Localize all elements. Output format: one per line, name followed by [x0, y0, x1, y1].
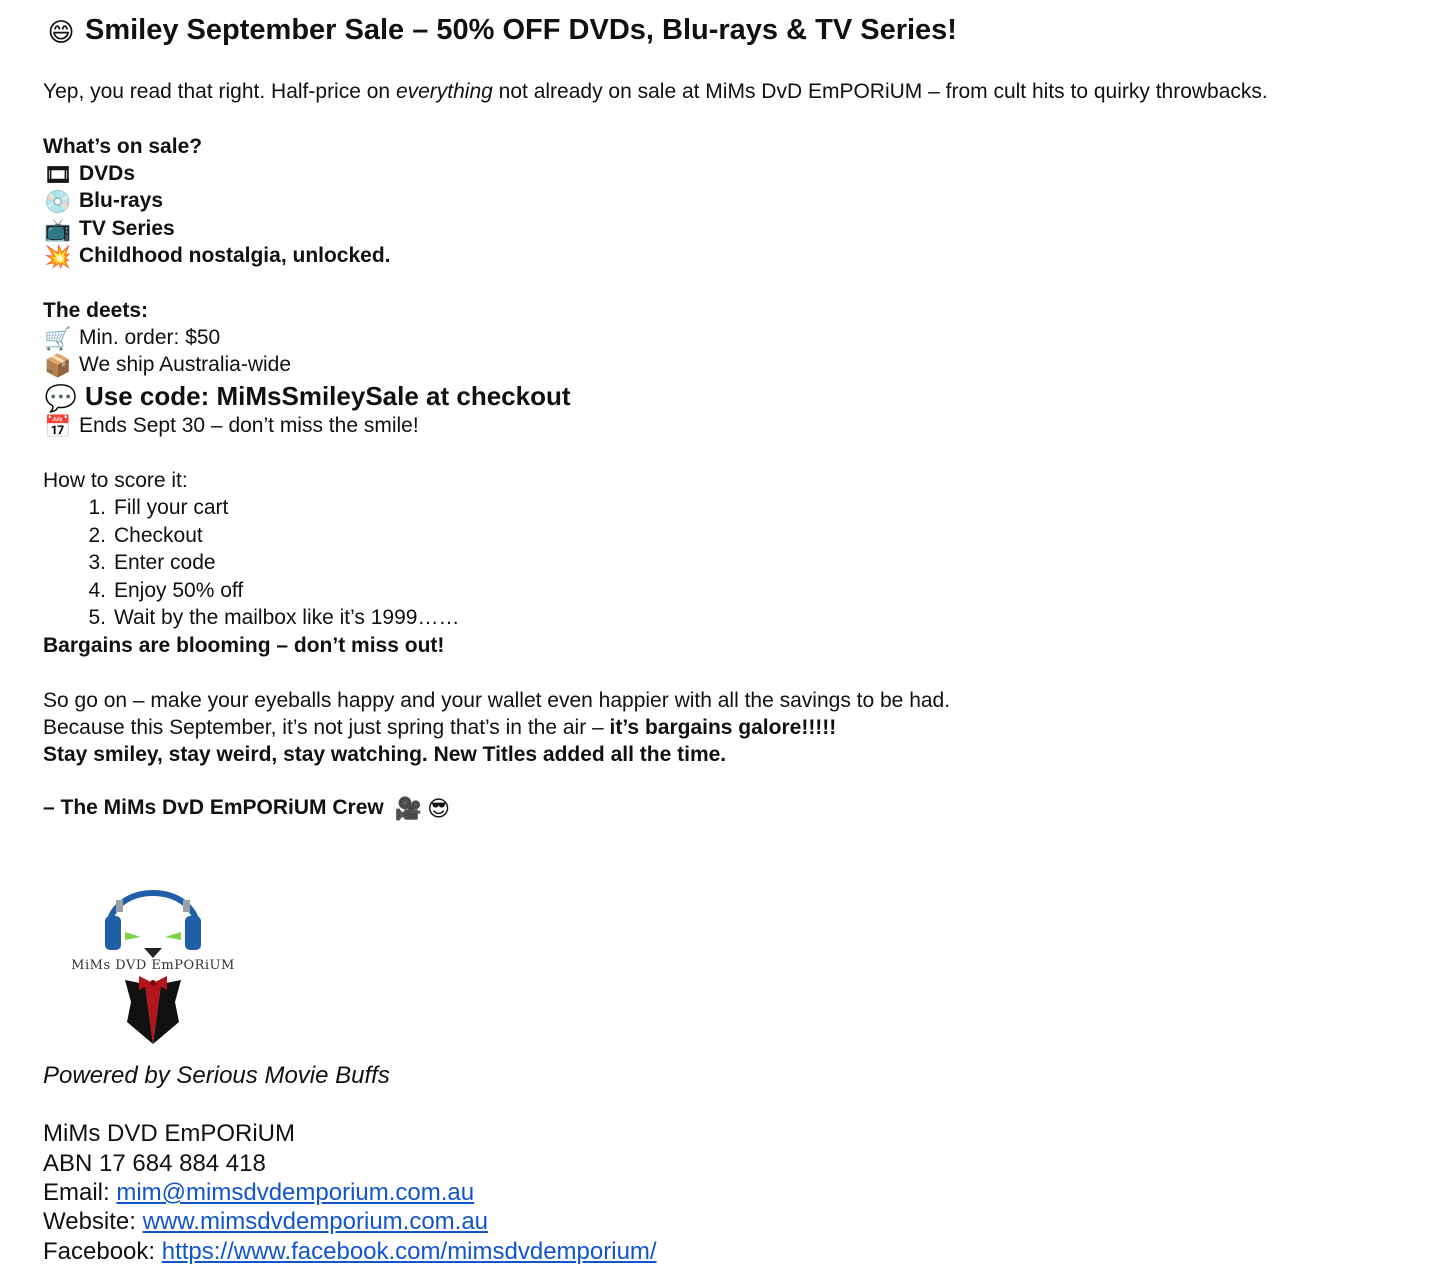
facebook-link[interactable]: https://www.facebook.com/mimsdvdemporium/ — [161, 1238, 657, 1265]
mims-logo — [53, 862, 253, 1052]
closing-line-1: So go on – make your eyeballs happy and your wallet even happier with all the savings to be had. — [43, 689, 951, 712]
title-text: Smiley September Sale – 50% OFF DVDs, Blu-rays & TV Series! — [85, 14, 957, 46]
collision-icon: 💥 — [44, 245, 72, 270]
headphone-right-icon — [185, 916, 201, 950]
sale-heading: What’s on sale? — [43, 135, 203, 158]
email-link[interactable]: mim@mimsdvdemporium.com.au — [116, 1179, 475, 1206]
headphone-left-icon — [105, 916, 121, 950]
bargains-tagline: Bargains are blooming – don’t miss out! — [43, 634, 445, 657]
shipping-info: 📦 We ship Australia-wide — [44, 353, 292, 379]
closing-line-3: Stay smiley, stay weird, stay watching. New Titles added all the time. — [43, 743, 727, 766]
sale-end-date: 📅 Ends Sept 30 – don’t miss the smile! — [44, 414, 419, 440]
movie-camera-icon: 🎥 — [394, 797, 423, 822]
howto-heading: How to score it: — [43, 469, 188, 492]
left-eye-icon — [125, 932, 141, 940]
sale-item-dvds: 🎞 DVDs — [44, 162, 136, 188]
step-item: 3. Enter code — [88, 551, 216, 574]
step-item: 4. Enjoy 50% off — [88, 579, 244, 602]
intro-emphasis: everything — [395, 80, 493, 103]
shopping-cart-icon: 🛒 — [44, 327, 72, 352]
step-item: 2. Checkout — [88, 524, 203, 547]
deets-heading: The deets: — [43, 299, 149, 322]
company-name: MiMs DVD EmPORiUM — [43, 1120, 295, 1147]
intro-after: not already on sale at MiMs DvD EmPORiUM – from cult hits to quirky throwbacks. — [492, 80, 1268, 103]
film-frames-icon: 🎞 — [44, 163, 72, 188]
website-link[interactable]: www.mimsdvdemporium.com.au — [142, 1208, 489, 1235]
page-title — [43, 12, 957, 51]
promo-code: 💬 Use code: MiMsSmileySale at checkout — [44, 381, 571, 414]
email-row: Email: mim@mimsdvdemporium.com.au — [43, 1179, 475, 1206]
website-row: Website: www.mimsdvdemporium.com.au — [43, 1208, 489, 1235]
television-icon: 📺 — [44, 218, 72, 243]
sale-item-tv-series: 📺 TV Series — [44, 217, 175, 243]
sale-item-nostalgia: 💥 Childhood nostalgia, unlocked. — [44, 244, 391, 270]
step-item: 1. Fill your cart — [88, 496, 229, 519]
abn: ABN 17 684 884 418 — [43, 1150, 266, 1177]
grinning-face-icon: 😄 — [47, 18, 75, 48]
calendar-icon: 📅 — [44, 415, 72, 440]
speech-bubble-icon: 💬 — [44, 384, 78, 414]
disc-icon: 💿 — [44, 190, 72, 215]
intro-before: Yep, you read that right. Half-price on — [43, 80, 396, 103]
right-eye-icon — [165, 932, 181, 940]
signoff: – The MiMs DvD EmPORiUM Crew 🎥 😎 — [43, 795, 454, 823]
package-icon: 📦 — [44, 354, 72, 379]
logo-text: MiMs DVD EmPORiUM — [71, 958, 235, 973]
closing-line-2: Because this September, it’s not just spring that’s in the air – it’s bargains galore!!!!! — [43, 716, 837, 739]
sale-item-blurays: 💿 Blu-rays — [44, 189, 164, 215]
step-item: 5. Wait by the mailbox like it’s 1999…… — [88, 606, 460, 629]
min-order: 🛒 Min. order: $50 — [44, 326, 221, 352]
headphones-band-icon — [108, 893, 198, 932]
nose-icon — [144, 948, 162, 958]
facebook-row: Facebook: https://www.facebook.com/mimsdvdemporium/ — [43, 1238, 657, 1265]
sunglasses-face-icon: 😎 — [427, 797, 451, 822]
intro-paragraph — [43, 79, 1268, 105]
powered-by-tagline: Powered by Serious Movie Buffs — [43, 1062, 390, 1089]
